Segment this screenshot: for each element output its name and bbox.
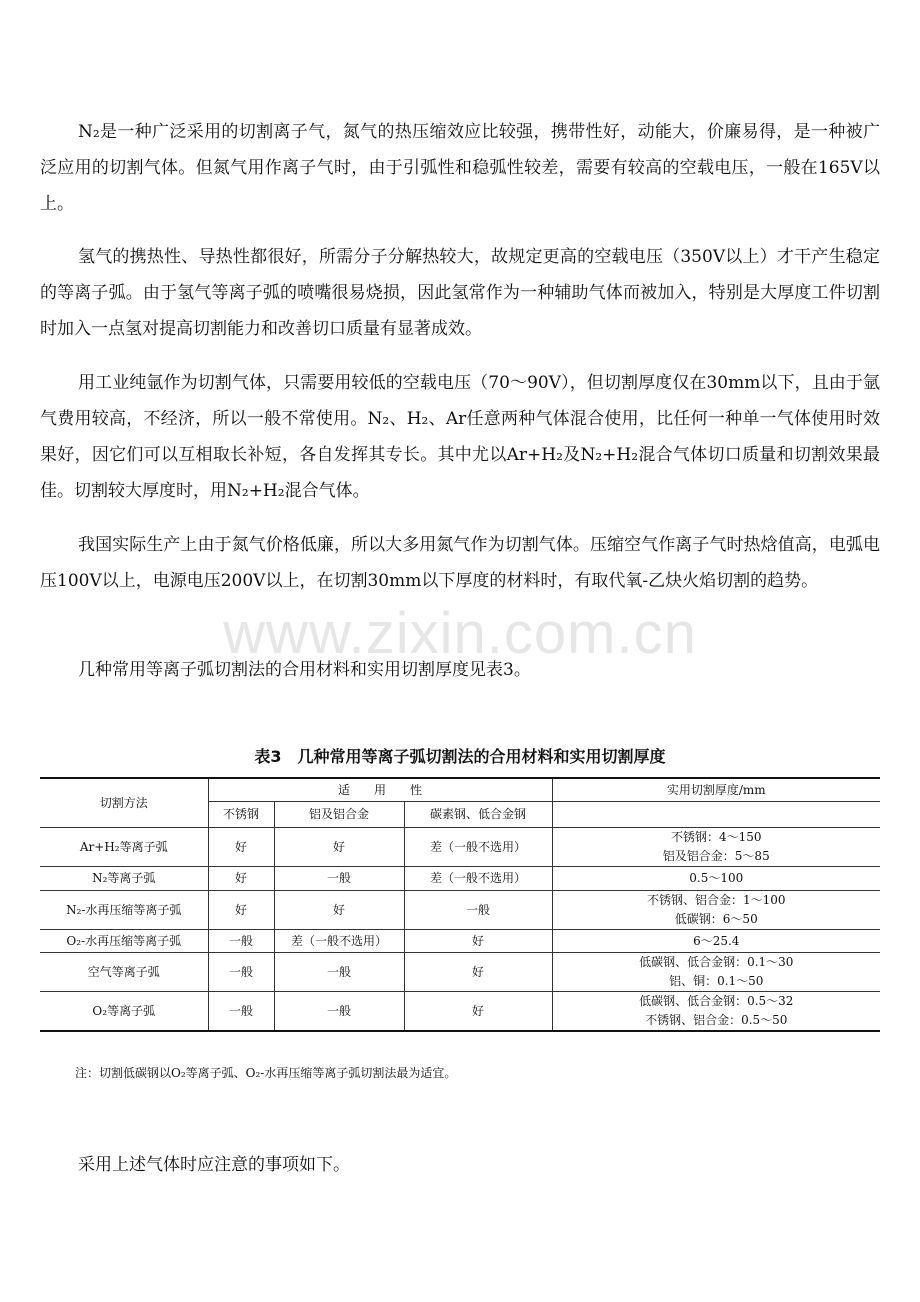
- table-row: [40, 891, 880, 930]
- cell-method: N₂-水再压缩等离子弧: [40, 891, 208, 930]
- table-caption: 表3 几种常用等离子弧切割法的合用材料和实用切割厚度: [254, 747, 666, 766]
- cell-stainless: 好: [208, 828, 274, 867]
- cell-thickness: [552, 953, 880, 992]
- cell-aluminum: 好: [274, 828, 404, 867]
- cell-carbon: 好: [404, 953, 552, 992]
- cell-thickness: [552, 891, 880, 930]
- cell-method: Ar+H₂等离子弧: [40, 828, 208, 867]
- cell-aluminum: 一般: [274, 992, 404, 1032]
- header-carbon: 碳素钢、低合金钢: [404, 802, 552, 828]
- header-stainless: 不锈钢: [208, 802, 274, 828]
- cell-thickness-line: 不锈钢、铝合金：1～100: [646, 893, 786, 907]
- cell-stainless: 好: [208, 891, 274, 930]
- cell-thickness-line: 不锈钢、铝合金：0.5～50: [645, 1013, 788, 1027]
- cell-carbon: 好: [404, 992, 552, 1032]
- table-row: [40, 867, 880, 891]
- cell-thickness: 6～25.4: [552, 930, 880, 953]
- table-header-row: [40, 778, 880, 802]
- header-method: 切割方法: [40, 778, 208, 828]
- paragraph-hydrogen: 氢气的携热性、导热性都很好，所需分子分解热较大，故规定更高的空载电压（350V以上）才干产生稳定的等离子弧。由于氢气等离子弧的喷嘴很易烧损，因此氢常作为一种辅助气体而被加入，特别是大厚度工件切割时加入一点氢对提高切割能力和改善切口质量有显著成效。: [40, 247, 880, 339]
- cell-carbon: 一般: [404, 891, 552, 930]
- cell-thickness-line: 低碳钢、低合金钢：0.5～32: [639, 994, 794, 1008]
- cell-aluminum: 一般: [274, 953, 404, 992]
- cell-carbon: 好: [404, 930, 552, 953]
- table-row: [40, 953, 880, 992]
- watermark: www.zixin.com.cn: [223, 601, 697, 666]
- paragraph-precautions: 采用上述气体时应注意的事项如下。: [78, 1155, 350, 1175]
- cutting-methods-table: [40, 777, 880, 1032]
- cell-method: O₂-水再压缩等离子弧: [40, 930, 208, 953]
- cell-thickness: [552, 992, 880, 1032]
- table-note: 注：切割低碳钢以O₂等离子弧、O₂-水再压缩等离子弧切割法最为适宜。: [75, 1066, 457, 1080]
- cell-thickness: [552, 828, 880, 867]
- header-thickness-blank: [552, 802, 880, 828]
- cell-method: O₂等离子弧: [40, 992, 208, 1032]
- cell-aluminum: 好: [274, 891, 404, 930]
- paragraph-nitrogen: N₂是一种广泛采用的切割离子气，氮气的热压缩效应比较强，携带性好，动能大，价廉易得，是一种被广泛应用的切割气体。但氮气用作离子气时，由于引弧性和稳弧性较差，需要有较高的空载电压，一般在165V以上。: [40, 122, 880, 214]
- table-row: [40, 828, 880, 867]
- table-row: [40, 930, 880, 953]
- cell-aluminum: 一般: [274, 867, 404, 891]
- cell-thickness-line: 低碳钢：6～50: [674, 912, 758, 926]
- cell-aluminum: 差（一般不选用）: [274, 930, 404, 953]
- paragraph-argon: 用工业纯氩作为切割气体，只需要用较低的空载电压（70～90V），但切割厚度仅在30mm以下，且由于氩气费用较高，不经济，所以一般不常使用。N₂、H₂、Ar任意两种气体混合使用，比任何一种单一气体使用时效果好，因它们可以互相取长补短，各自发挥其专长。其中尤以Ar+H₂及N₂+H₂混合气体切口质量和切割效果最佳。切割较大厚度时，用N₂+H₂混合气体。: [40, 373, 880, 501]
- cell-thickness-line: 不锈钢：4～150: [670, 830, 762, 844]
- cell-thickness-line: 低碳钢、低合金钢：0.1～30: [639, 955, 794, 969]
- paragraph-table-reference: 几种常用等离子弧切割法的合用材料和实用切割厚度见表3。: [78, 660, 531, 680]
- header-applicability: 适 用 性: [208, 778, 552, 802]
- table-row: [40, 992, 880, 1032]
- cell-method: 空气等离子弧: [40, 953, 208, 992]
- cell-stainless: 一般: [208, 992, 274, 1032]
- cell-stainless: 好: [208, 867, 274, 891]
- cell-carbon: 差（一般不选用）: [404, 867, 552, 891]
- cell-stainless: 一般: [208, 953, 274, 992]
- cell-stainless: 一般: [208, 930, 274, 953]
- header-aluminum: 铝及铝合金: [274, 802, 404, 828]
- paragraph-domestic-practice: 我国实际生产上由于氮气价格低廉，所以大多用氮气作为切割气体。压缩空气作离子气时热焓值高，电弧电压100V以上，电源电压200V以上，在切割30mm以下厚度的材料时，有取代氧-乙炔火焰切割的趋势。: [40, 535, 880, 591]
- header-thickness: 实用切割厚度/mm: [552, 778, 880, 802]
- cell-thickness-line: 铝及铝合金：5～85: [662, 849, 770, 863]
- cell-method: N₂等离子弧: [40, 867, 208, 891]
- cell-thickness: 0.5～100: [552, 867, 880, 891]
- cell-carbon: 差（一般不选用）: [404, 828, 552, 867]
- cell-thickness-line: 铝、铜：0.1～50: [669, 974, 764, 988]
